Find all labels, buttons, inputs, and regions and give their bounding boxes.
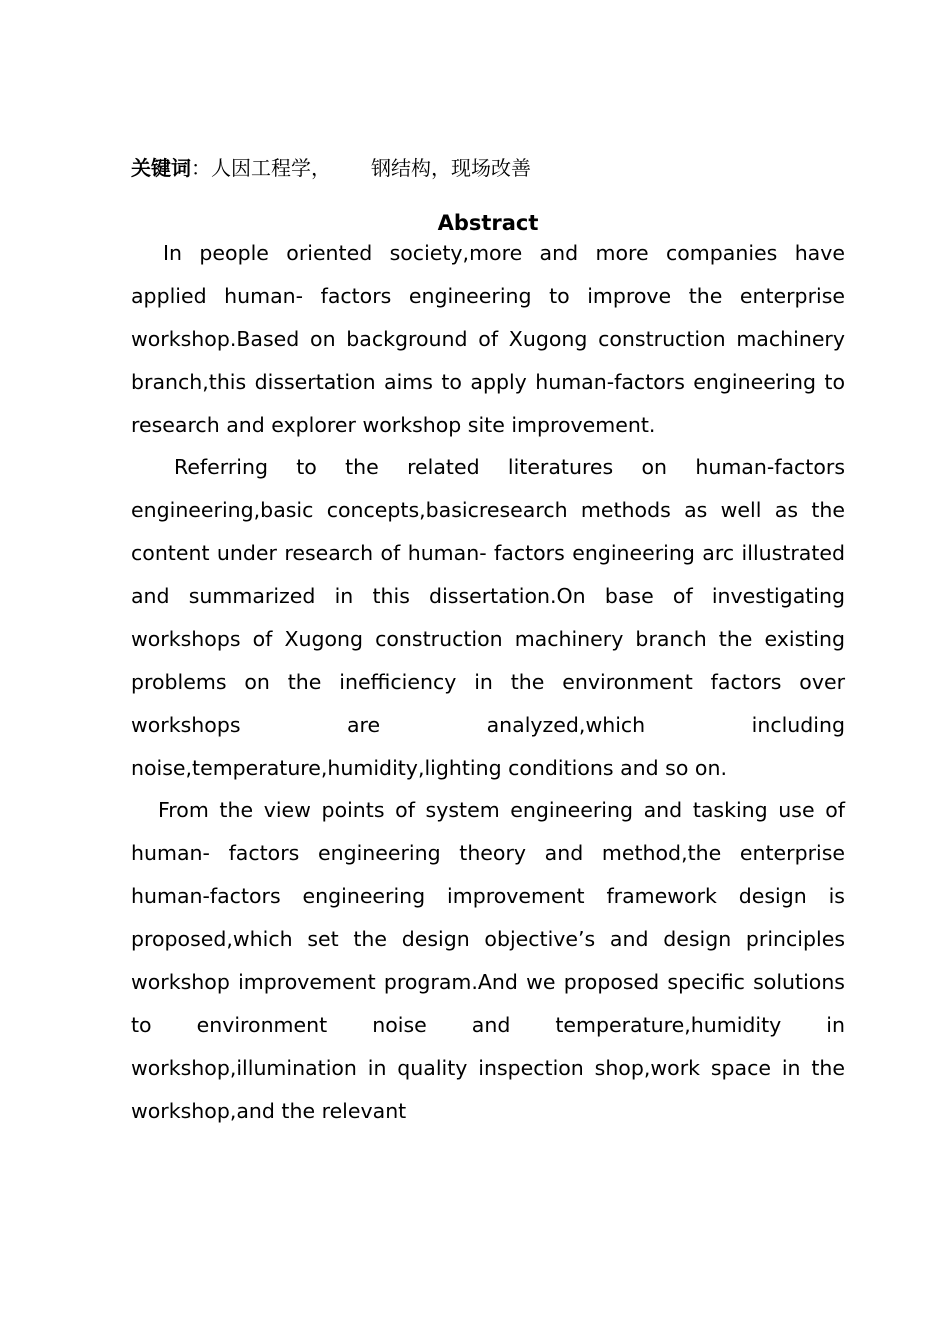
abstract-paragraph-3: From the view points of system engineering and tasking use of human- factors engineering theory and method,the enterprise human-factors engineering improvement framework design is proposed,which set the design objective’s and design principles workshop improvement program.And we proposed specific solutions to environment noise and temperature,humidity in workshop,illumination in quality inspection shop,work space in the workshop,and the relevant — [131, 798, 845, 1123]
keywords-line — [131, 152, 845, 184]
abstract-paragraph-1: In people oriented society,more and more companies have applied human- factors engineering to improve the enterprise workshop.Based on background of Xugong construction machinery branch,this dissertation aims to apply human-factors engineering to research and explorer workshop site improvement. — [131, 241, 845, 437]
abstract-title: Abstract — [437, 211, 539, 235]
keywords-separator: ： — [191, 156, 211, 180]
keyword-term-2: 钢结构，现场改善 — [371, 156, 531, 180]
keywords-label: 关键词 — [131, 156, 191, 180]
abstract-paragraph-2: Referring to the related literatures on human-factors engineering,basic concepts,basicresearch methods as well as the content under research of human- factors engineering arc illustrated and summarized in this dissertation.On base of investigating workshops of Xugong construction machinery branch the existing problems on the inefficiency in the environment factors over workshops are analyzed,which including noise,temperature,humidity,lighting conditions and so on. — [131, 455, 845, 780]
page-content — [131, 152, 845, 1133]
keyword-term-1: 人因工程学， — [211, 156, 331, 180]
